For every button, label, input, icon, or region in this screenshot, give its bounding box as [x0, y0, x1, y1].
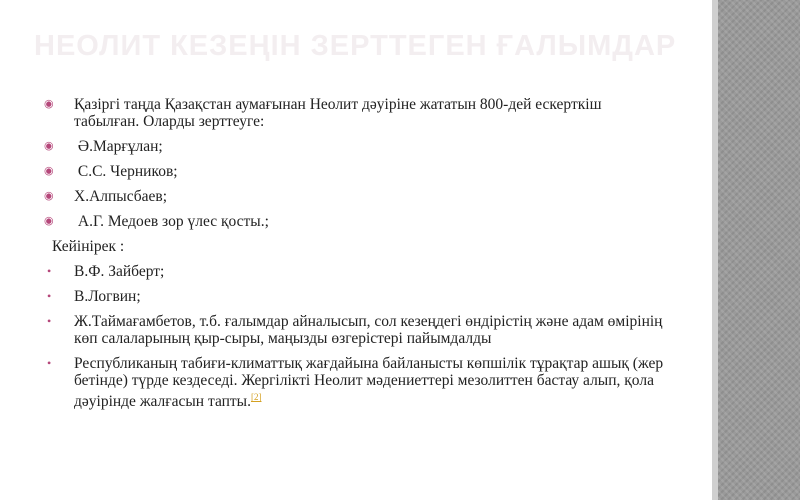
list-item-heading	[40, 238, 670, 255]
list-item-text: Х.Алпысбаев;	[74, 188, 168, 205]
side-band-edge	[712, 0, 718, 500]
list-item-text: Қазіргі таңда Қазақстан аумағынан Неолит дәуіріне жататын 800-дей ескерткіш табылған. Оларды зерттеуге:	[74, 96, 602, 130]
list-item-text: В.Ф. Зайберт;	[74, 263, 165, 280]
list-item	[40, 355, 670, 410]
list-item	[40, 288, 670, 305]
circle-bullet-icon: ◉	[44, 190, 54, 202]
list-item-text: В.Логвин;	[74, 288, 141, 305]
bullet-list	[40, 96, 670, 418]
list-item-text: Кейінірек :	[52, 238, 125, 255]
list-item	[40, 188, 670, 205]
circle-bullet-icon: ◉	[44, 140, 54, 152]
dot-bullet-icon: •	[47, 264, 52, 278]
circle-bullet-icon: ◉	[44, 215, 54, 227]
list-item-text: Ә.Марғұлан;	[74, 138, 163, 155]
list-item-text: Республиканың табиғи-климаттық жағдайына байланысты көпшілік тұрақтар ашық (жер бетінде) түрде кездеседі. Жергілікті Неолит мәдениеттері мезолиттен бастау алып, қола дәуірінде жалғасын тапты.	[74, 355, 664, 411]
dot-bullet-icon: •	[47, 289, 52, 303]
dot-bullet-icon: •	[47, 356, 52, 370]
circle-bullet-icon: ◉	[44, 98, 54, 110]
list-item	[40, 138, 670, 155]
reference-link[interactable]: [2]	[250, 392, 262, 402]
list-item	[40, 213, 670, 230]
list-item-text: С.С. Черников;	[74, 163, 178, 180]
list-item-text: А.Г. Медоев зор үлес қосты.;	[74, 213, 269, 230]
circle-bullet-icon: ◉	[44, 165, 54, 177]
list-item	[40, 96, 670, 130]
dot-bullet-icon: •	[47, 314, 52, 328]
list-item-text: Ж.Таймағамбетов, т.б. ғалымдар айналысып, сол кезеңдегі өндірістің және адам өмірінің көп салаларының қыр-сыры, маңызды өзгерістері пайымдалды	[74, 313, 663, 347]
slide-title: НЕОЛИТ КЕЗЕҢІН ЗЕРТТЕГЕН ҒАЛЫМДАР	[34, 30, 677, 62]
list-item	[40, 313, 670, 347]
decorative-side-band	[712, 0, 800, 500]
list-item	[40, 163, 670, 180]
list-item	[40, 263, 670, 280]
